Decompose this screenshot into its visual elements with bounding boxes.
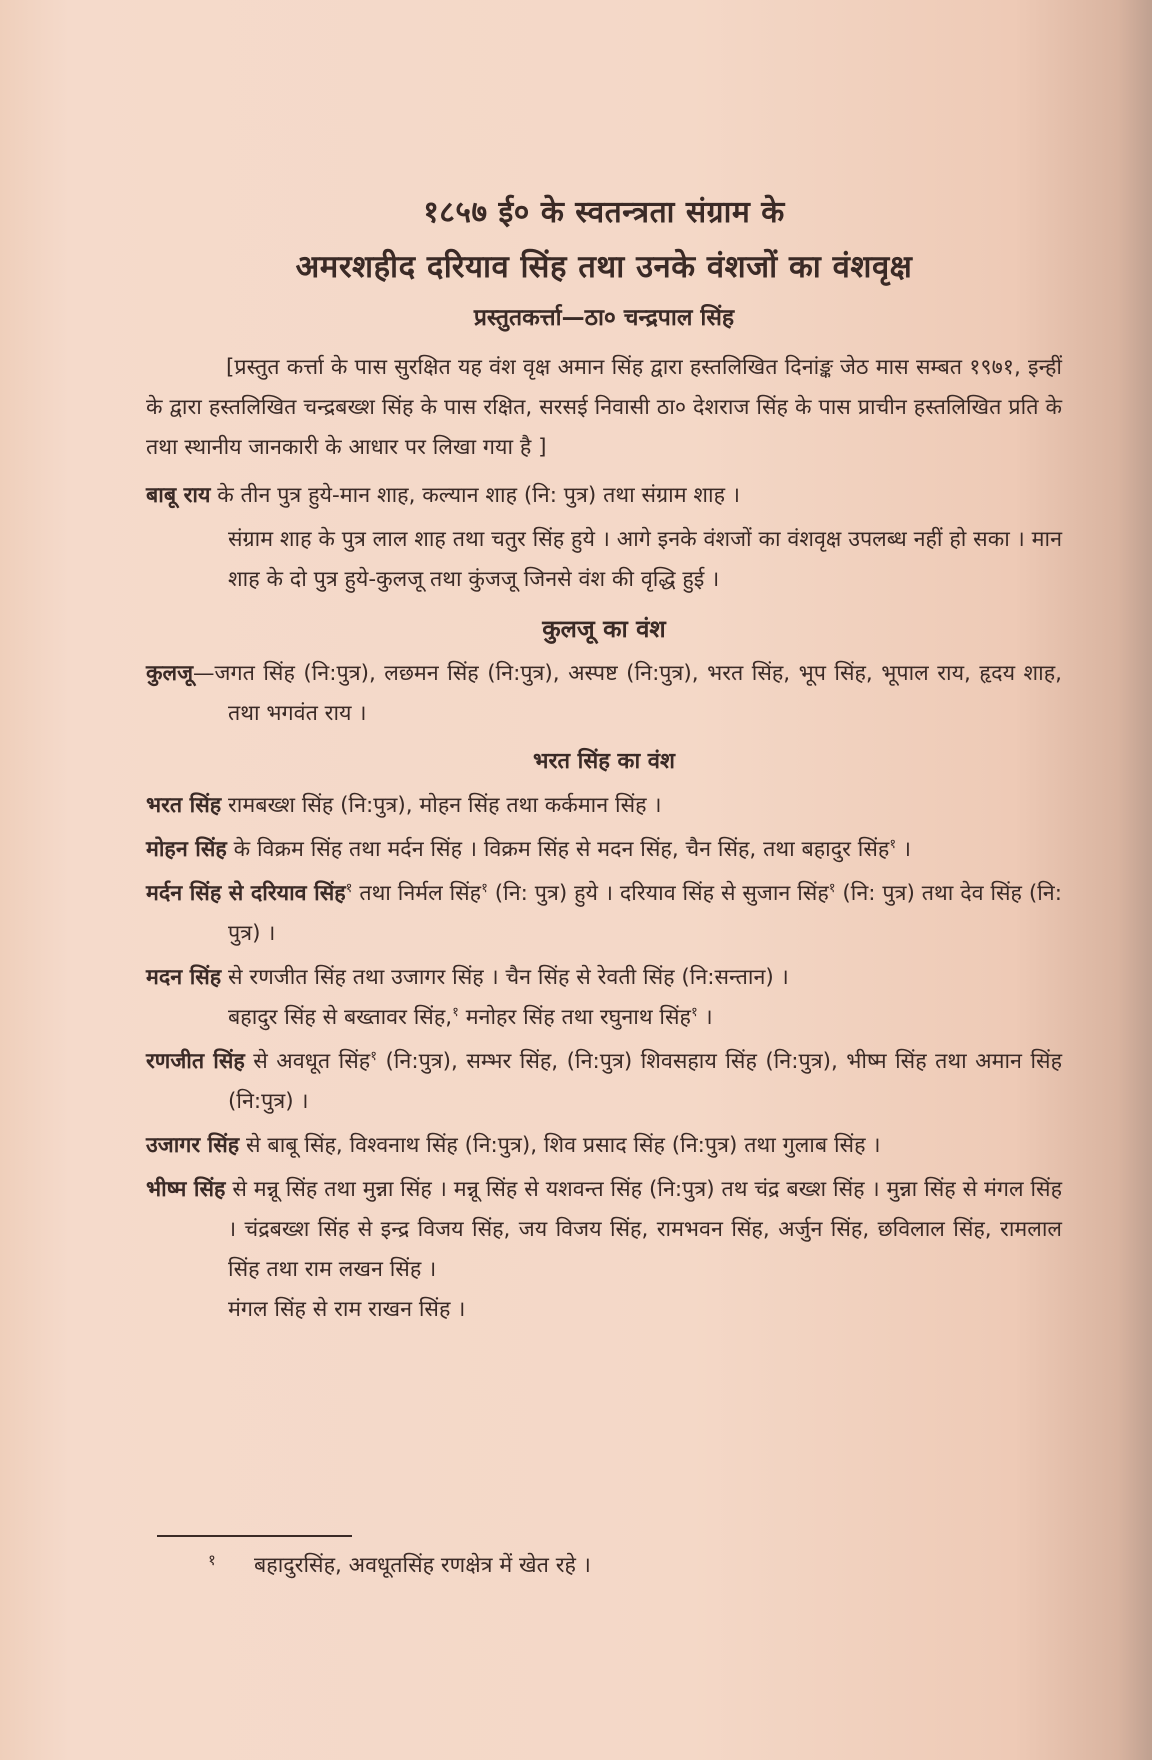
footnote-ref: १ [828, 880, 836, 896]
paragraph-lead: उजागर सिंह [146, 1133, 240, 1158]
footnote-ref: १ [370, 1048, 377, 1064]
author-line: प्रस्तुतकर्त्ता—ठा० चन्द्रपाल सिंह [473, 305, 735, 331]
paragraph-text: बहादुर सिंह से बख्तावर सिंह, [228, 1005, 453, 1030]
footnote-ref: १ [690, 1004, 698, 1020]
paragraph-babu-rai [146, 476, 1062, 516]
paragraph-mohan [146, 830, 1062, 870]
paragraph-text: से अवधूत सिंह [244, 1049, 371, 1074]
footnote [210, 1546, 591, 1586]
paragraph-lead: भरत सिंह [146, 793, 222, 818]
paragraph-kulju [146, 654, 1062, 734]
paragraph-text: —जगत सिंह (नि:पुत्र), लछमन सिंह (नि:पुत्र), अस्पष्ट (नि:पुत्र), भरत सिंह, भूप सिंह, भूपाल राय, हृदय शाह, तथा भगवंत राय । [193, 661, 1062, 726]
footnote-divider [157, 1535, 352, 1537]
paragraph-text: । [697, 1005, 713, 1030]
paragraph-ranjit [146, 1042, 1062, 1122]
section-heading-kulju: कुलजू का वंश [542, 615, 666, 643]
paragraph-text: रामबख्श सिंह (नि:पुत्र), मोहन सिंह तथा कर्कमान सिंह । [221, 793, 662, 818]
title-line-2: अमरशहीद दरियाव सिंह तथा उनके वंशजों का वंशवृक्ष [295, 249, 913, 285]
footnote-ref: १ [889, 836, 897, 852]
paragraph-lead: भीष्म सिंह [146, 1177, 226, 1202]
document-body [146, 186, 1062, 1334]
paragraph-text: से बाबू सिंह, विश्वनाथ सिंह (नि:पुत्र), शिव प्रसाद सिंह (नि:पुत्र) तथा गुलाब सिंह । [239, 1133, 881, 1158]
paragraph-bhishm [146, 1170, 1062, 1330]
title-line-1: १८५७ ई० के स्वतन्त्रता संग्राम के [423, 195, 785, 230]
paragraph-ujagar [146, 1126, 1062, 1166]
paragraph-lead: मदन सिंह [146, 965, 222, 990]
paragraph-text: (नि: पुत्र) हुये । दरियाव सिंह से सुजान सिंह [487, 881, 829, 906]
paragraph-mardan [146, 874, 1062, 954]
paragraph-text: के विक्रम सिंह तथा मर्दन सिंह । विक्रम सिंह से मदन सिंह, चैन सिंह, तथा बहादुर सिंह [226, 837, 890, 862]
paragraph-bharat [146, 786, 1062, 826]
paragraph-lead: बाबू राय [146, 483, 211, 508]
paragraph-sangram-shah: संग्राम शाह के पुत्र लाल शाह तथा चतुर सिंह हुये । आगे इनके वंशजों का वंशवृक्ष उपलब्ध नहीं हो सका । मान शाह के दो पुत्र हुये-कुलजू तथा कुंजजू जिनसे वंश की वृद्धि हुई । [228, 527, 1062, 592]
footnote-ref: १ [481, 880, 488, 896]
footnote-ref: १ [345, 880, 353, 896]
paragraph-lead: कुलजू [146, 661, 194, 686]
footnote-mark: १ [208, 1551, 216, 1569]
paragraph-text: (नि:पुत्र), सम्भर सिंह, (नि:पुत्र) शिवसहाय सिंह (नि:पुत्र), भीष्म सिंह तथा अमान सिंह (नि:पुत्र) । [228, 1049, 1062, 1114]
paragraph-text: । [896, 837, 912, 862]
paragraph-text: मंगल सिंह से राम राखन सिंह । [228, 1297, 466, 1322]
paragraph-text: मनोहर सिंह तथा रघुनाथ सिंह [458, 1005, 691, 1030]
paragraph-madan [146, 958, 1062, 1038]
paragraph-lead: मोहन सिंह [146, 837, 227, 862]
paragraph-text: (नि: पुत्र) तथा देव सिंह (नि: पुत्र) । [228, 881, 1062, 946]
paragraph-lead: मर्दन सिंह से दरियाव सिंह [146, 881, 346, 906]
paragraph-lead: रणजीत सिंह [146, 1049, 245, 1074]
intro-note: [प्रस्तुत कर्त्ता के पास सुरक्षित यह वंश वृक्ष अमान सिंह द्वारा हस्तलिखित दिनांङ्क जेठ मास सम्बत १९७१, इन्हीं के द्वारा हस्तलिखित चन्द्रबख्श सिंह के पास रक्षित, सरसई निवासी ठा० देशराज सिंह के पास प्राचीन हस्तलिखित प्रति के तथा स्थानीय जानकारी के आधार पर लिखा गया है ] [146, 355, 1062, 460]
section-heading-bharat: भरत सिंह का वंश [532, 749, 676, 774]
footnote-text: बहादुरसिंह, अवधूतसिंह रणक्षेत्र में खेत रहे । [254, 1553, 591, 1578]
paragraph-text: के तीन पुत्र हुये-मान शाह, कल्यान शाह (नि: पुत्र) तथा संग्राम शाह । [210, 483, 741, 508]
paragraph-text: तथा निर्मल सिंह [352, 881, 482, 906]
footnote-ref: १ [452, 1004, 459, 1020]
paragraph-text: से मन्नू सिंह तथा मुन्ना सिंह । मन्नू सिंह से यशवन्त सिंह (नि:पुत्र) तथ चंद्र बख्श सिंह । मुन्ना सिंह से मंगल सिंह । चंद्रबख्श सिंह से इन्द्र विजय सिंह, जय विजय सिंह, रामभवन सिंह, अर्जुन सिंह, छविलाल सिंह, रामलाल सिंह तथा राम लखन सिंह । [225, 1177, 1062, 1282]
paragraph-text: से रणजीत सिंह तथा उजागर सिंह । चैन सिंह से रेवती सिंह (नि:सन्तान) । [221, 965, 789, 990]
